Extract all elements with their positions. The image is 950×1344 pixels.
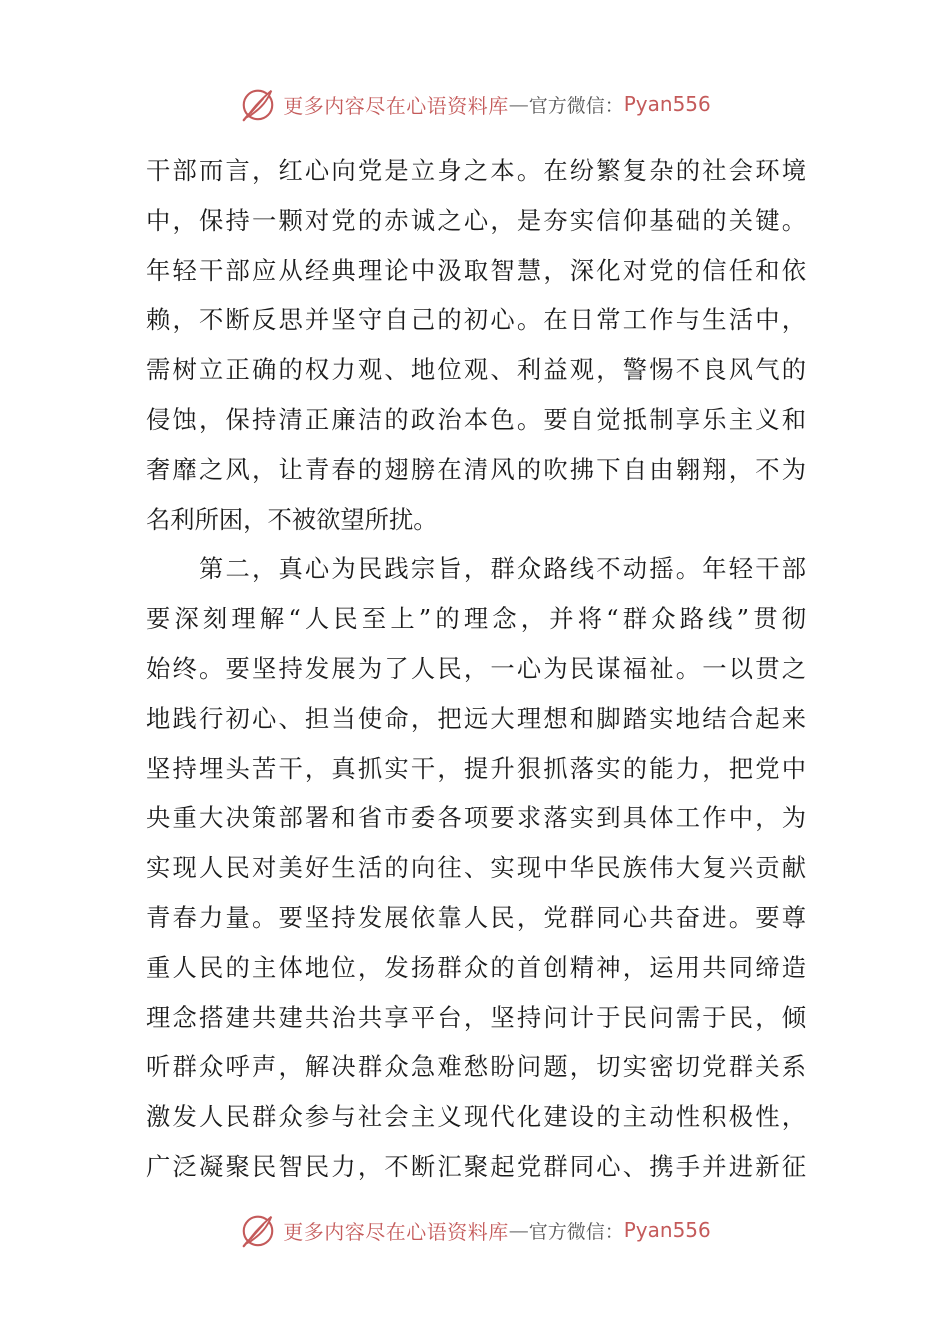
- body-line: 坚持埋头苦干，真抓实干，提升狠抓落实的能力，把党中: [146, 753, 806, 783]
- footer-banner: [0, 1208, 950, 1252]
- body-line: 央重大决策部署和省市委各项要求落实到具体工作中，为: [146, 803, 806, 833]
- footer-banner-tail: 官方微信：: [528, 1220, 624, 1243]
- body-line: 中，保持一颗对党的赤诚之心，是夯实信仰基础的关键。: [146, 205, 806, 235]
- body-line: 始终。要坚持发展为了人民，一心为民谋福祉。一以贯之: [146, 653, 806, 683]
- body-line: 年轻干部应从经典理论中汲取智慧，深化对党的信任和依: [146, 255, 806, 285]
- body-line: 广泛凝聚民智民力，不断汇聚起党群同心、携手并进新征: [146, 1151, 806, 1181]
- quill-pen-logo-icon: [239, 1211, 277, 1249]
- body-line: 需树立正确的权力观、地位观、利益观，警惕不良风气的: [146, 355, 806, 385]
- body-line: 听群众呼声，解决群众急难愁盼问题，切实密切党群关系: [146, 1052, 806, 1082]
- body-line: 青春力量。要坚持发展依靠人民，党群同心共奋进。要尊: [146, 902, 806, 932]
- header-banner-id: Pyan556: [623, 92, 711, 116]
- body-line: 重人民的主体地位，发扬群众的首创精神，运用共同缔造: [146, 952, 806, 982]
- body-line: 赖，不断反思并坚守自己的初心。在日常工作与生活中，: [146, 305, 806, 335]
- footer-banner-main: 更多内容尽在心语资料库: [283, 1219, 509, 1244]
- header-banner-tail: 官方微信：: [528, 94, 624, 117]
- document-body: [146, 146, 806, 1192]
- body-line: 实现人民对美好生活的向往、实现中华民族伟大复兴贡献: [146, 853, 806, 883]
- body-line: 第二，真心为民践宗旨，群众路线不动摇。年轻干部: [146, 554, 806, 584]
- body-line: 要深刻理解“人民至上”的理念，并将“群众路线”贯彻: [146, 604, 806, 634]
- body-line: 名利所困，不被欲望所扰。: [146, 504, 438, 534]
- body-line: 侵蚀，保持清正廉洁的政治本色。要自觉抵制享乐主义和: [146, 404, 806, 434]
- body-line: 干部而言，红心向党是立身之本。在纷繁复杂的社会环境: [146, 156, 806, 185]
- body-line: 奢靡之风，让青春的翅膀在清风的吹拂下自由翱翔，不为: [146, 454, 806, 484]
- footer-banner-id: Pyan556: [623, 1218, 711, 1242]
- header-banner-separator: —: [508, 92, 529, 116]
- quill-pen-logo-icon: [239, 85, 277, 123]
- header-banner: [0, 82, 950, 126]
- body-line: 理念搭建共建共治共享平台，坚持问计于民问需于民，倾: [146, 1002, 806, 1032]
- header-banner-main: 更多内容尽在心语资料库: [283, 93, 509, 118]
- body-line: 激发人民群众参与社会主义现代化建设的主动性积极性，: [146, 1102, 806, 1132]
- footer-banner-separator: —: [508, 1218, 529, 1242]
- body-line: 地践行初心、担当使命，把远大理想和脚踏实地结合起来: [146, 703, 806, 733]
